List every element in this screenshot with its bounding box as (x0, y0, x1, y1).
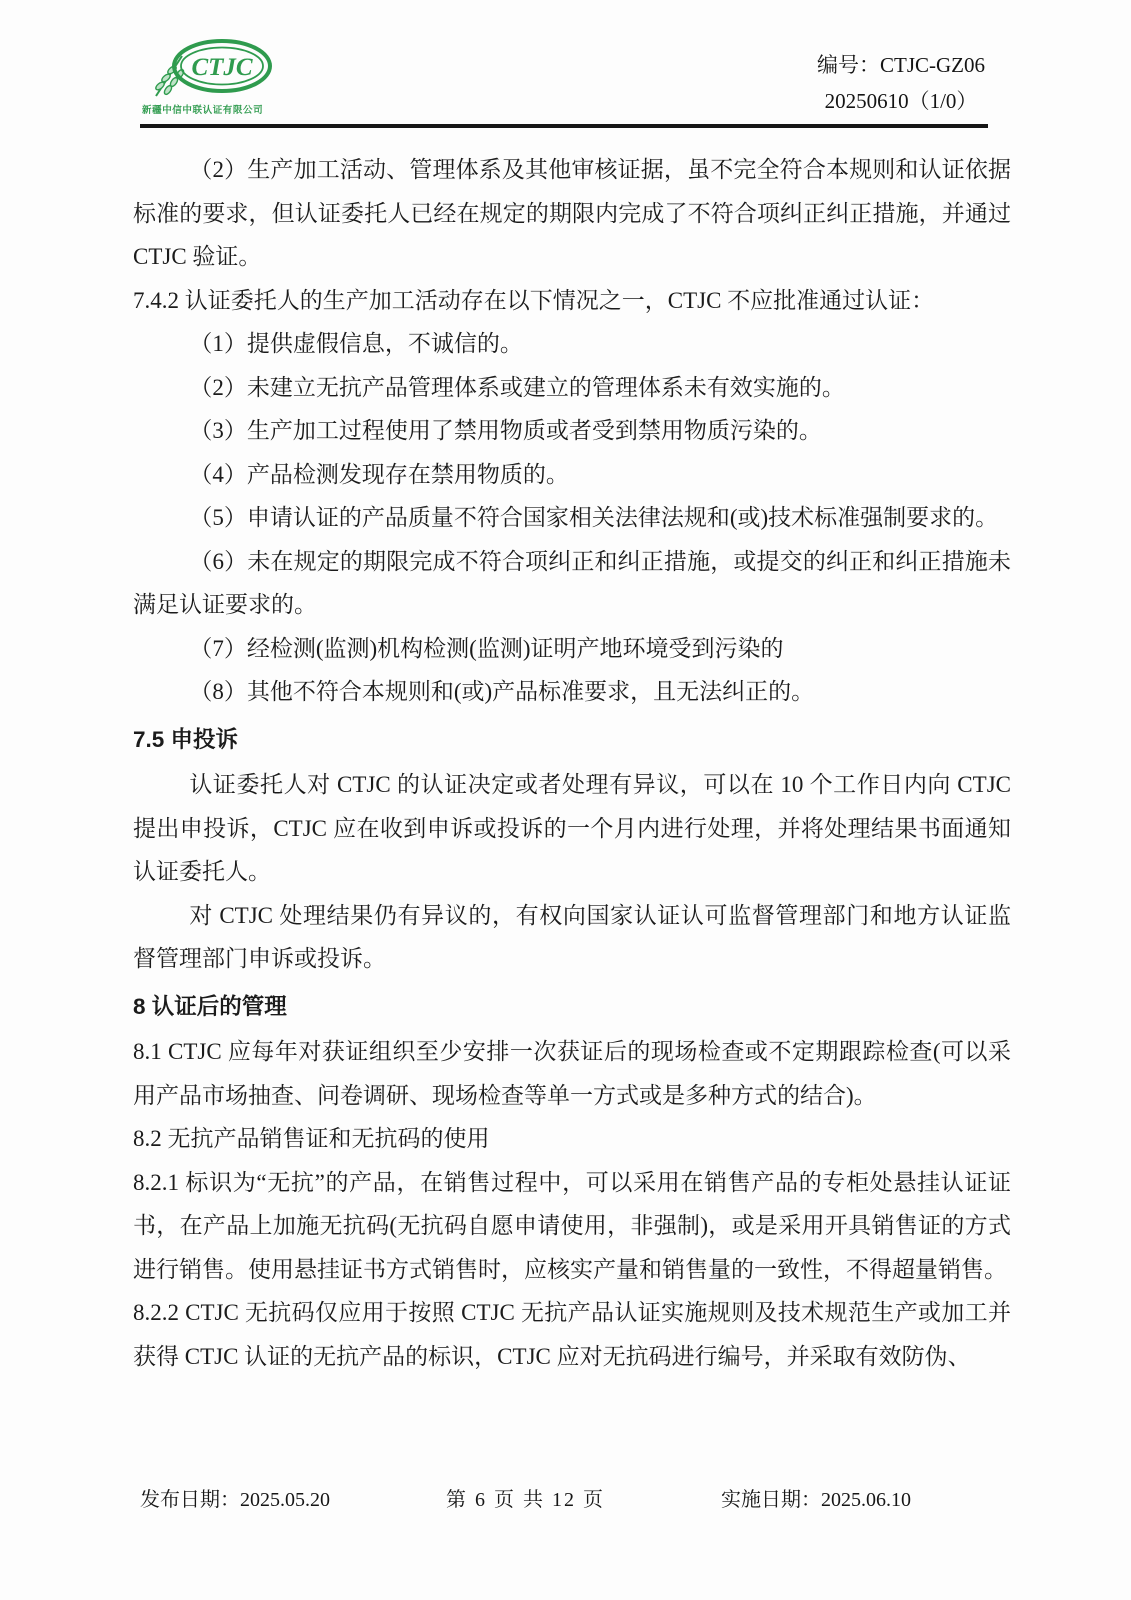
section-heading: 7.5 申投诉 (133, 726, 239, 752)
paragraph: （2）未建立无抗产品管理体系或建立的管理体系未有效实施的。 (189, 374, 845, 400)
paragraph: （8）其他不符合本规则和(或)产品标准要求，且无法纠正的。 (189, 679, 815, 705)
section-heading: 8 认证后的管理 (133, 993, 287, 1019)
publish-date: 发布日期：2025.05.20 (140, 1489, 330, 1511)
header-divider (140, 124, 988, 128)
paragraph: 8.1 CTJC 应每年对获证组织至少安排一次获证后的现场检查或不定期跟踪检查(可以采用产品市场抽查、问卷调研、现场检查等单一方式或是多种方式的结合)。 (133, 1039, 1011, 1108)
paragraph: （7）经检测(监测)机构检测(监测)证明产地环境受到污染的 (189, 635, 784, 661)
effective-date: 实施日期：2025.06.10 (721, 1489, 911, 1511)
paragraph: （4）产品检测发现存在禁用物质的。 (189, 461, 569, 487)
paragraph: （6）未在规定的期限完成不符合项纠正和纠正措施，或提交的纠正和纠正措施未满足认证要求的。 (133, 548, 1011, 618)
paragraph: 8.2.1 标识为“无抗”的产品，在销售过程中，可以采用在销售产品的专柜处悬挂认证证书，在产品上加施无抗码(无抗码自愿申请使用，非强制)，或是采用开具销售证的方式进行销售。使用悬挂证书方式销售时，应核实产量和销售量的一致性，不得超量销售。 (133, 1169, 1011, 1282)
paragraph: （5）申请认证的产品质量不符合国家相关法律法规和(或)技术标准强制要求的。 (189, 505, 999, 531)
paragraph: 8.2.2 CTJC 无抗码仅应用于按照 CTJC 无抗产品认证实施规则及技术规范生产或加工并获得 CTJC 认证的无抗产品的标识，CTJC 应对无抗码进行编号，并采取有效防伪、 (133, 1300, 1011, 1369)
paragraph: 7.4.2 认证委托人的生产加工活动存在以下情况之一，CTJC 不应批准通过认证： (133, 287, 935, 313)
paragraph: （3）生产加工过程使用了禁用物质或者受到禁用物质污染的。 (189, 418, 822, 444)
page-header (0, 0, 1131, 119)
paragraph: 认证委托人对 CTJC 的认证决定或者处理有异议，可以在 10 个工作日内向 CTJC 提出申投诉，CTJC 应在收到申诉或投诉的一个月内进行处理，并将处理结果书面通知认证委托人。 (133, 772, 1011, 885)
doc-version: 20250610（1/0） (824, 88, 978, 113)
paragraph: （1）提供虚假信息，不诚信的。 (189, 331, 523, 357)
logo-brand-text: CTJC (191, 54, 253, 81)
doc-number: 编号：CTJC-GZ06 (817, 53, 985, 77)
paragraph: 8.2 无抗产品销售证和无抗码的使用 (133, 1126, 490, 1152)
company-name: 新疆中信中联认证有限公司 (142, 105, 264, 116)
doc-meta (817, 38, 985, 119)
paragraph: （2）生产加工活动、管理体系及其他审核证据，虽不完全符合本规则和认证依据标准的要求，但认证委托人已经在规定的期限内完成了不符合项纠正纠正措施，并通过 CTJC 验证。 (133, 157, 1011, 270)
page-number: 第 6 页 共 12 页 (446, 1489, 605, 1511)
paragraph: 对 CTJC 处理结果仍有异议的，有权向国家认证认可监督管理部门和地方认证监督管理部门申诉或投诉。 (133, 902, 1011, 972)
ctjc-logo-icon (142, 38, 274, 100)
logo (142, 38, 274, 116)
document-body (133, 148, 1011, 1378)
page-footer (140, 1483, 1011, 1512)
